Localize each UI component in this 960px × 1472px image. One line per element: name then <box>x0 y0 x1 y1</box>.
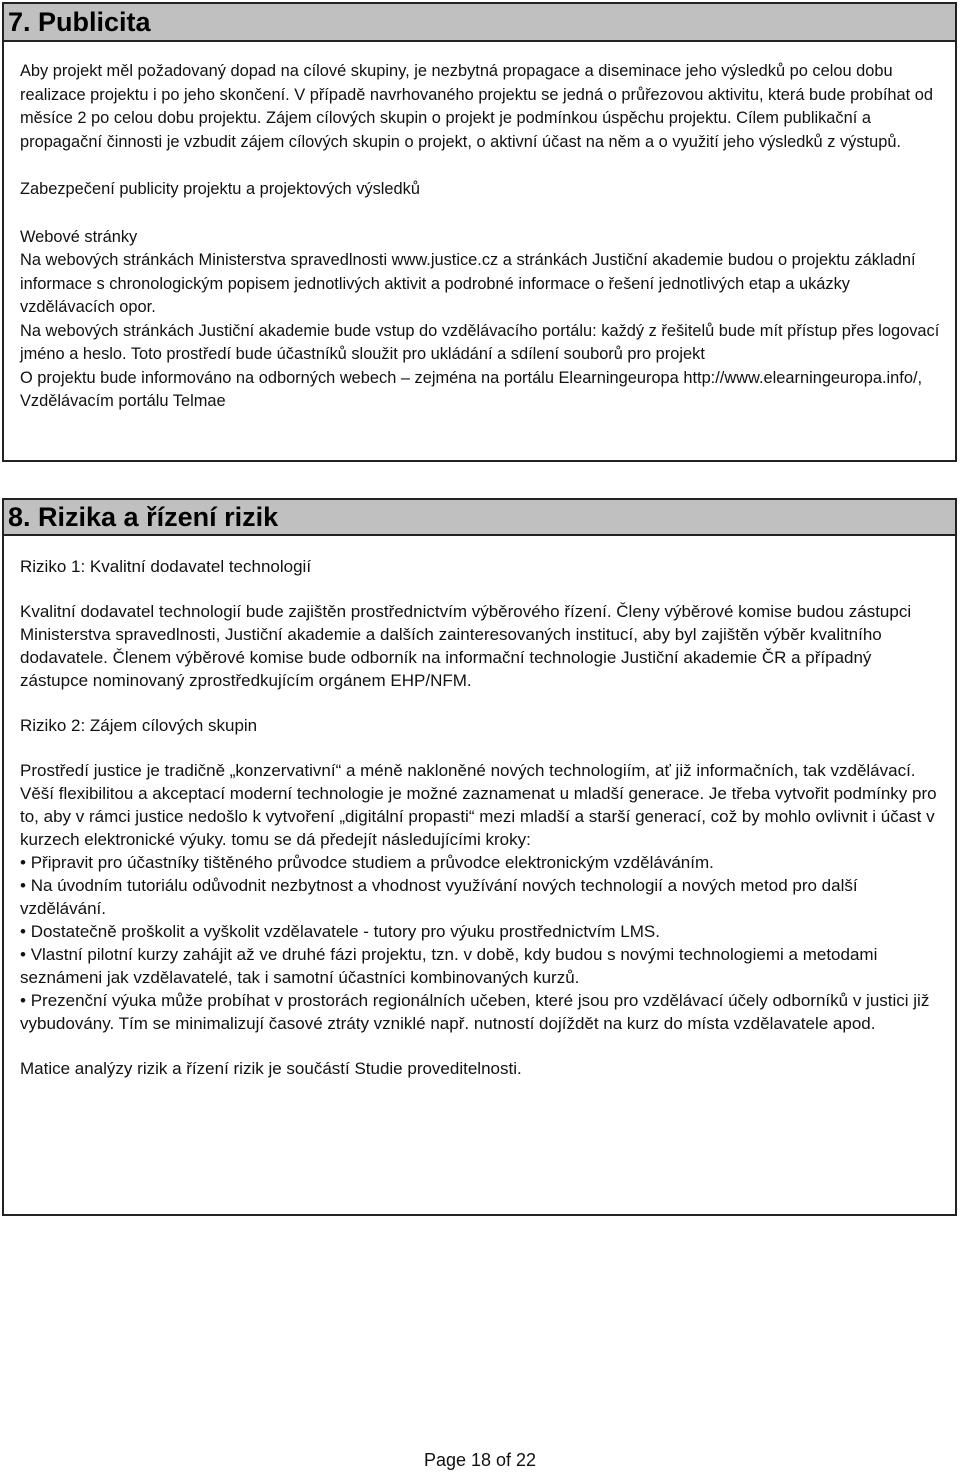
list-item-text: Prezenční výuka může probíhat v prostorách regionálních učeben, které jsou pro vzdělávací účely odborníků v justici již vybudovány. Tím se minimalizují časové ztráty vzniklé např. nutností dojíždět na kurz do místa vzdělavatele apod. <box>20 991 930 1033</box>
bullet-icon: • <box>20 853 26 872</box>
list-item <box>20 943 941 989</box>
bullet-icon: • <box>20 991 26 1010</box>
risk2-steps-list <box>20 851 941 1035</box>
risk1-title: Riziko 1: Kvalitní dodavatel technologií <box>20 557 312 576</box>
list-item <box>20 874 941 920</box>
risk2-title: Riziko 2: Zájem cílových skupin <box>20 716 258 735</box>
web-paragraph-3: O projektu bude informováno na odborných webech – zejména na portálu Elearningeuropa http://www.elearningeuropa.info/, Vzdělávacím portálu Telmae <box>20 368 923 410</box>
bullet-icon: • <box>20 922 26 941</box>
section-rizika <box>2 498 957 1216</box>
list-item <box>20 920 941 943</box>
intro-paragraph: Aby projekt měl požadovaný dopad na cílové skupiny, je nezbytná propagace a diseminace jeho výsledků po celou dobu realizace projektu i po jeho skončení. V případě navrhovaného projektu se jedná o průřezovou aktivitu, která bude probíhat od měsíce 2 po celou dobu projektu. Zájem cílových skupin o projekt je podmínkou úspěchu projektu. Cílem publikační a propagační činnosti je vzbudit zájem cílových skupin o projekt, o aktivní účast na něm a o využití jeho výsledků z výstupů. <box>20 62 933 151</box>
list-item-text: Připravit pro účastníky tištěného průvodce studiem a průvodce elektronickým vzděláváním. <box>30 853 714 872</box>
section-title: 7. Publicita <box>4 4 955 42</box>
page-number: Page 18 of 22 <box>423 1450 537 1470</box>
list-item-text: Vlastní pilotní kurzy zahájit až ve druhé fázi projektu, tzn. v době, kdy budou s novými technologiemi a metodami seznámeni jak vzdělavatelé, tak i samotní účastníci kombinovaných kurzů. <box>20 945 878 987</box>
list-item <box>20 851 941 874</box>
section-publicita <box>2 2 957 462</box>
risk2-text: Prostředí justice je tradičně „konzervativní“ a méně nakloněné nových technologiím, ať již informačních, tak vzdělávací. Věší flexibilitou a akceptací moderní technologie je možné zaznamenat u mladší generace. Je třeba vytvořit podmínky pro to, aby v rámci justice nedošlo k vytvoření „digitální propasti“ mezi mladší a starší generací, což by mohlo ovlivnit i účast v kurzech elektronické výuky. tomu se dá předejít následujícími kroky: <box>20 761 937 849</box>
list-item-text: Na úvodním tutoriálu odůvodnit nezbytnost a vhodnost využívání nových technologií a nových metod pro další vzdělávání. <box>20 876 858 918</box>
web-paragraph-1: Na webových stránkách Ministerstva spravedlnosti www.justice.cz a stránkách Justiční akademie budou o projektu základní informace s chronologickým popisem jednotlivých aktivit a podrobné informace o řešení jednotlivých etap a ukázky vzdělávacích opor. <box>20 251 916 316</box>
web-paragraph-2: Na webových stránkách Justiční akademie bude vstup do vzdělávacího portálu: každý z řešitelů bude mít přístup přes logovací jméno a heslo. Toto prostředí bude účastníků sloužit pro ukládání a sdílení souborů pro projekt <box>20 321 940 363</box>
bullet-icon: • <box>20 876 26 895</box>
section-body <box>4 42 955 414</box>
subheading: Zabezpečení publicity projektu a projektových výsledků <box>20 180 420 198</box>
section-body <box>4 536 955 1080</box>
bullet-icon: • <box>20 945 26 964</box>
list-item <box>20 989 941 1035</box>
list-item-text: Dostatečně proškolit a vyškolit vzdělavatele - tutory pro výuku prostřednictvím LMS. <box>30 922 660 941</box>
section-title: 8. Rizika a řízení rizik <box>4 500 955 536</box>
web-heading: Webové stránky <box>20 227 138 246</box>
risk1-text: Kvalitní dodavatel technologií bude zajištěn prostřednictvím výběrového řízení. Členy výběrové komise budou zástupci Ministerstva spravedlnosti, Justiční akademie a dalších zainteresovaných institucí, aby byl zajištěn výběr kvalitního dodavatele. Členem výběrové komise bude odborník na informační technologie Justiční akademie ČR a případný zástupce nominovaný zprostředkujícím orgánem EHP/NFM. <box>20 602 912 690</box>
closing-paragraph: Matice analýzy rizik a řízení rizik je součástí Studie proveditelnosti. <box>20 1059 522 1078</box>
